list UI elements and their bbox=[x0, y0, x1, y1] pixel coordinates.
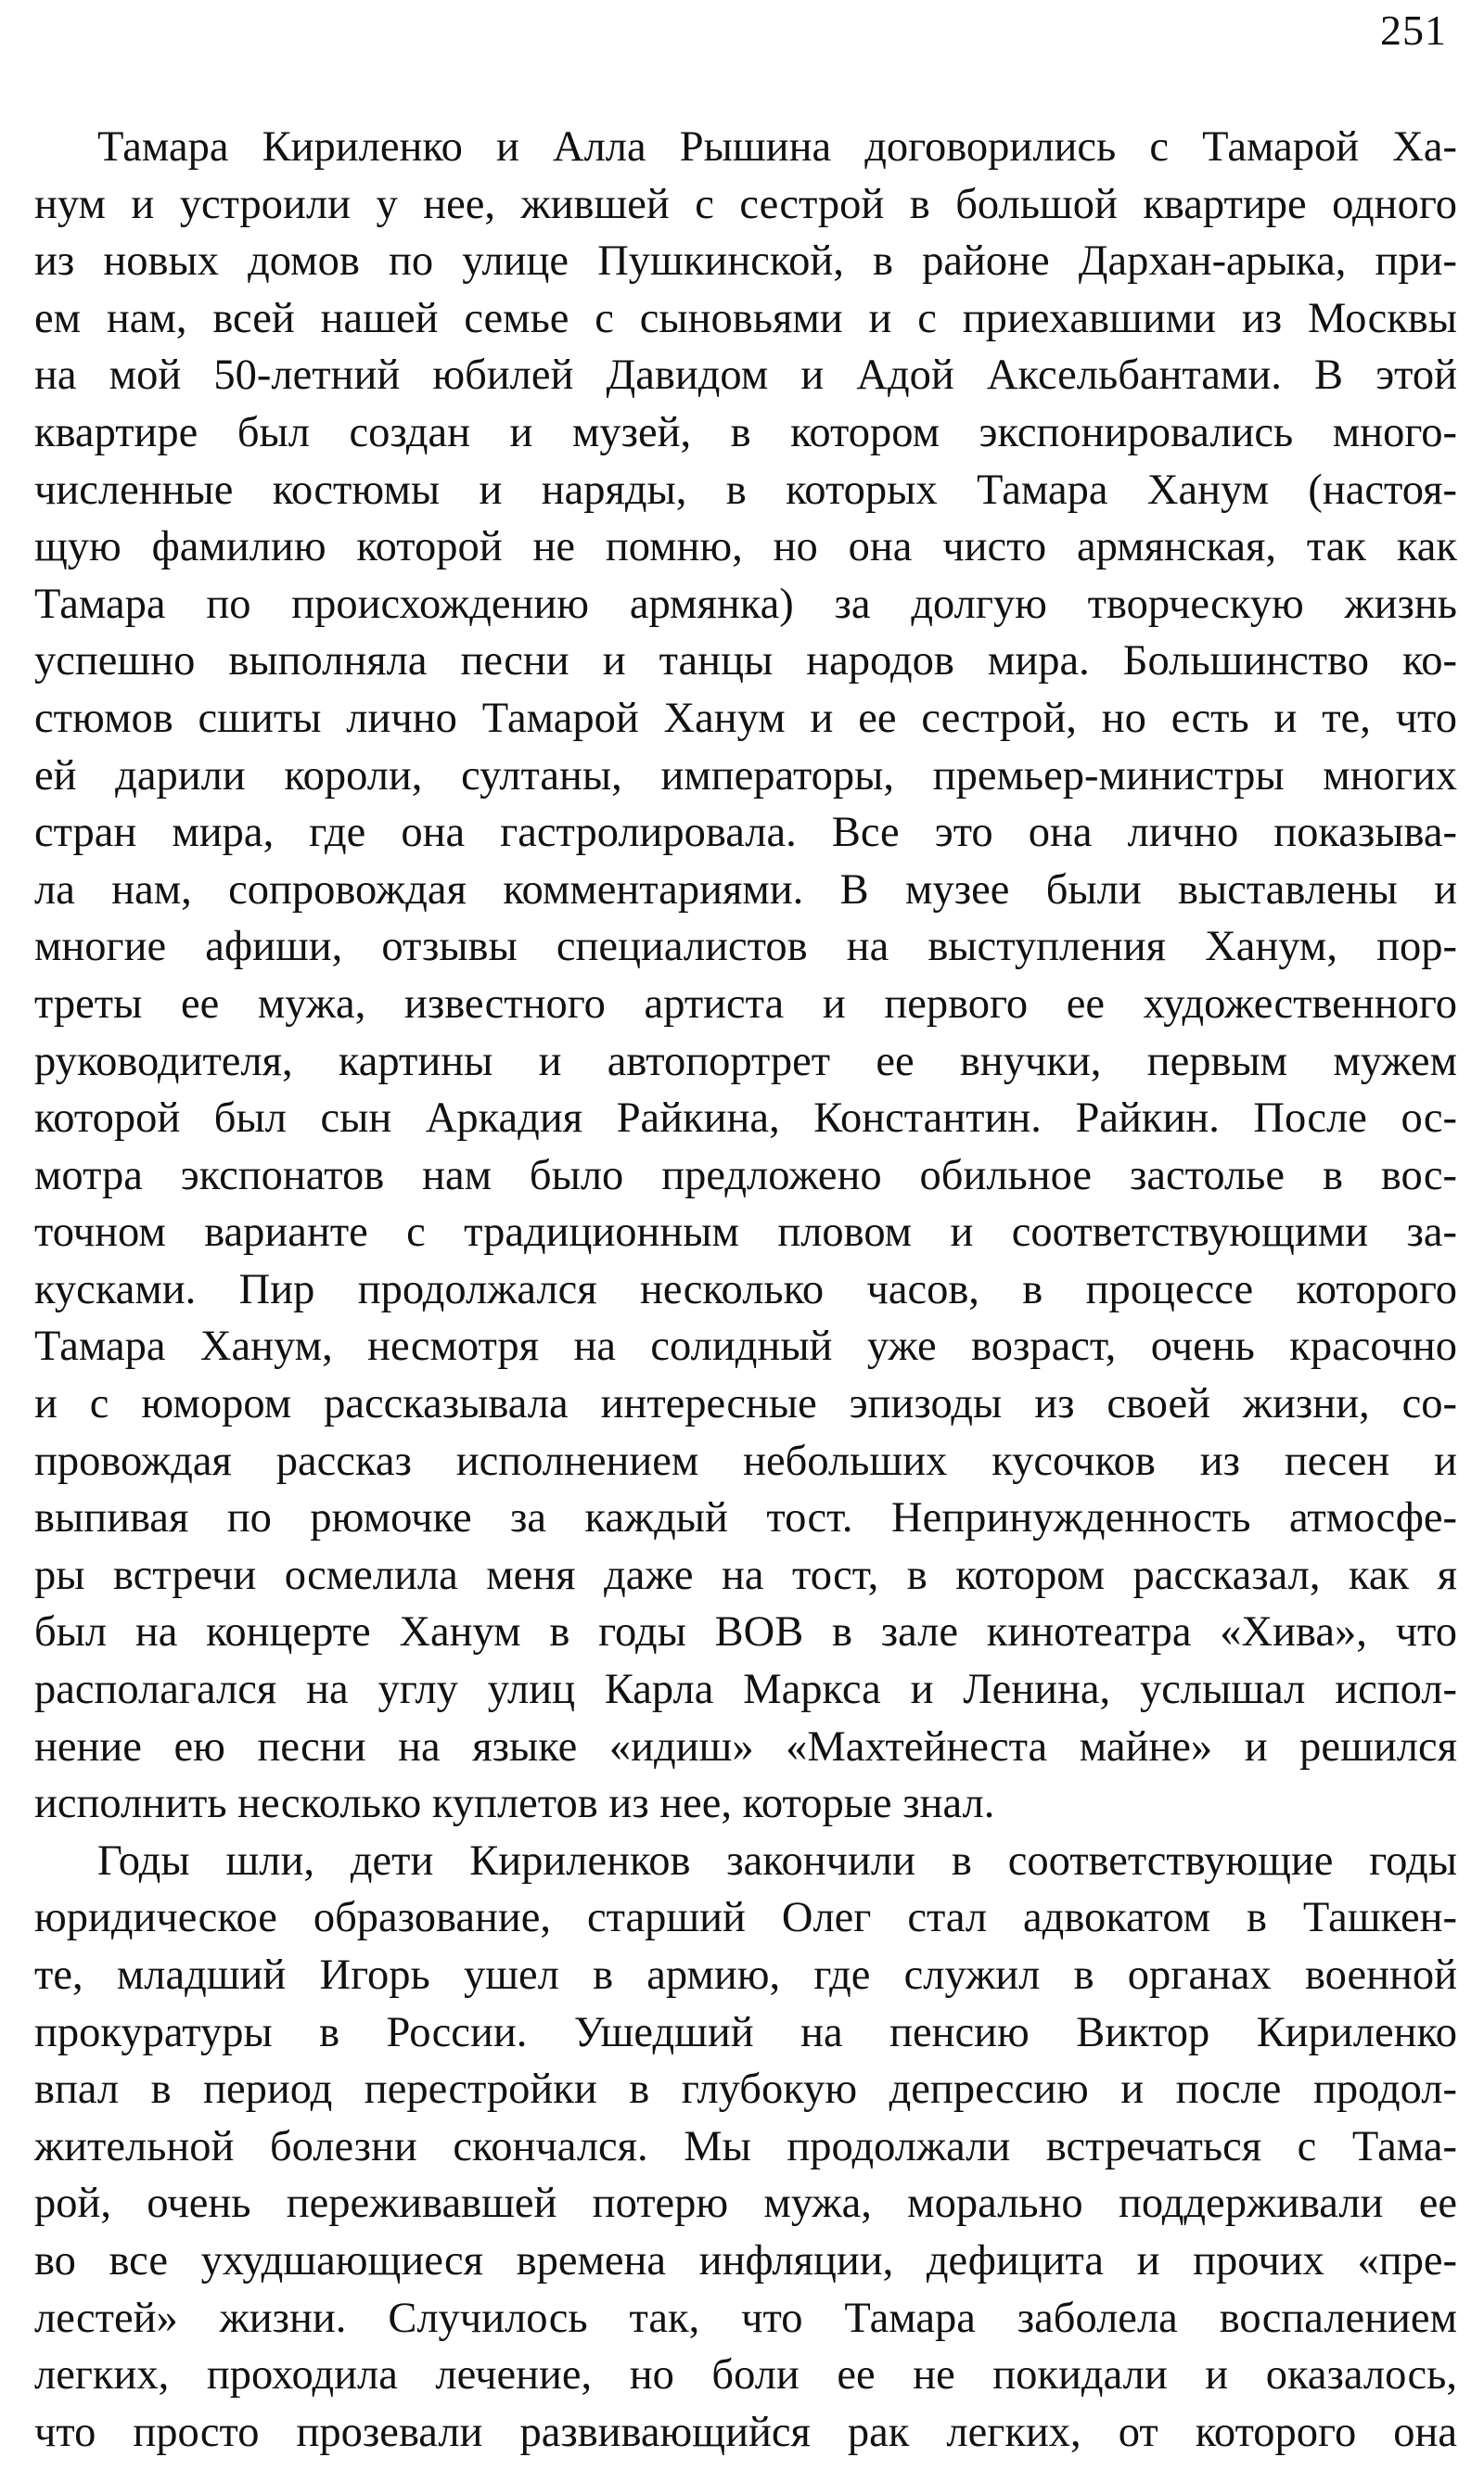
text-line: кусками. Пир продолжался несколько часов, в процессе которого bbox=[34, 1265, 1457, 1313]
text-line: во все ухудшающиеся времена инфляции, дефицита и прочих «пре- bbox=[34, 2236, 1457, 2285]
page-number: 251 bbox=[1380, 6, 1447, 54]
text-line: которой был сын Аркадия Райкина, Константин. Райкин. После ос- bbox=[34, 1094, 1457, 1143]
text-line: нение ею песни на языке «идиш» «Махтейнеста майне» и решился bbox=[34, 1722, 1457, 1771]
text-line: стюмов сшиты лично Тамарой Ханум и ее сестрой, но есть и те, что bbox=[34, 694, 1457, 742]
text-line: что просто прозевали развивающийся рак легких, от которого она bbox=[34, 2408, 1457, 2456]
text-line: лестей» жизни. Случилось так, что Тамара заболела воспалением bbox=[34, 2294, 1457, 2342]
text-line: прокуратуры в России. Ушедший на пенсию Виктор Кириленко bbox=[34, 2008, 1457, 2056]
text-line: рой, очень переживавшей потерю мужа, морально поддерживали ее bbox=[34, 2180, 1457, 2228]
text-line: Тамара Ханум, несмотря на солидный уже возраст, очень красочно bbox=[34, 1323, 1457, 1371]
text-line: те, младший Игорь ушел в армию, где служил в органах военной bbox=[34, 1952, 1457, 1999]
text-line: на мой 50-летний юбилей Давидом и Адой Аксельбантами. В этой bbox=[34, 352, 1457, 400]
text-line: исполнить несколько куплетов из нее, которые знал. bbox=[34, 1780, 995, 1828]
text-line: успешно выполняла песни и танцы народов мира. Большинство ко- bbox=[34, 637, 1457, 685]
text-line: ры встречи осмелила меня даже на тост, в котором рассказал, как я bbox=[34, 1551, 1457, 1599]
text-line: Годы шли, дети Кириленков закончили в соответствующие годы bbox=[97, 1837, 1457, 1885]
text-line: нум и устроили у нее, жившей с сестрой в большой квартире одного bbox=[34, 180, 1457, 228]
text-line: из новых домов по улице Пушкинской, в районе Дархан-арыка, при- bbox=[34, 237, 1457, 286]
text-line: был на концерте Ханум в годы ВОВ в зале кинотеатра «Хива», что bbox=[34, 1608, 1457, 1657]
text-line: ей дарили короли, султаны, императоры, премьер-министры многих bbox=[34, 751, 1457, 800]
text-line: впал в период перестройки в глубокую депрессию и после продол- bbox=[34, 2066, 1457, 2114]
text-line: юридическое образование, старший Олег стал адвокатом в Ташкен- bbox=[34, 1894, 1457, 1942]
text-line: точном варианте с традиционным пловом и соответствующими за- bbox=[34, 1209, 1457, 1257]
text-line: руководителя, картины и автопортрет ее внучки, первым мужем bbox=[34, 1037, 1457, 1085]
text-line: ла нам, сопровождая комментариями. В музее были выставлены и bbox=[34, 865, 1457, 914]
text-line: многие афиши, отзывы специалистов на выступления Ханум, пор- bbox=[34, 923, 1457, 971]
text-line: щую фамилию которой не помню, но она чисто армянская, так как bbox=[34, 523, 1457, 571]
paragraph-2 bbox=[34, 1833, 1457, 2462]
text-line: выпивая по рюмочке за каждый тост. Непринужденность атмосфе- bbox=[34, 1494, 1457, 1542]
text-line: ем нам, всей нашей семье с сыновьями и с приехавшими из Москвы bbox=[34, 294, 1457, 342]
text-line: стран мира, где она гастролировала. Все это она лично показыва- bbox=[34, 809, 1457, 857]
text-line: квартире был создан и музей, в котором экспонировались много- bbox=[34, 408, 1457, 456]
text-line: Тамара по происхождению армянка) за долгую творческую жизнь bbox=[34, 580, 1457, 628]
paragraph-1 bbox=[34, 119, 1457, 1833]
text-line: численные костюмы и наряды, в которых Тамара Ханум (настоя- bbox=[34, 466, 1457, 514]
text-line: и с юмором рассказывала интересные эпизоды из своей жизни, со- bbox=[34, 1380, 1457, 1428]
text-line: провождая рассказ исполнением небольших кусочков из песен и bbox=[34, 1437, 1457, 1485]
text-line: располагался на углу улиц Карла Маркса и Ленина, услышал испол- bbox=[34, 1666, 1457, 1714]
text-line: Тамара Кириленко и Алла Рышина договорились с Тамарой Ха- bbox=[97, 123, 1457, 171]
text-line: треты ее мужа, известного артиста и первого ее художественного bbox=[34, 979, 1457, 1028]
text-line: жительной болезни скончался. Мы продолжали встречаться с Тама- bbox=[34, 2122, 1457, 2170]
text-line: легких, проходила лечение, но боли ее не покидали и оказалось, bbox=[34, 2351, 1457, 2400]
body-text bbox=[34, 119, 1457, 2461]
text-line: мотра экспонатов нам было предложено обильное застолье в вос- bbox=[34, 1151, 1457, 1199]
